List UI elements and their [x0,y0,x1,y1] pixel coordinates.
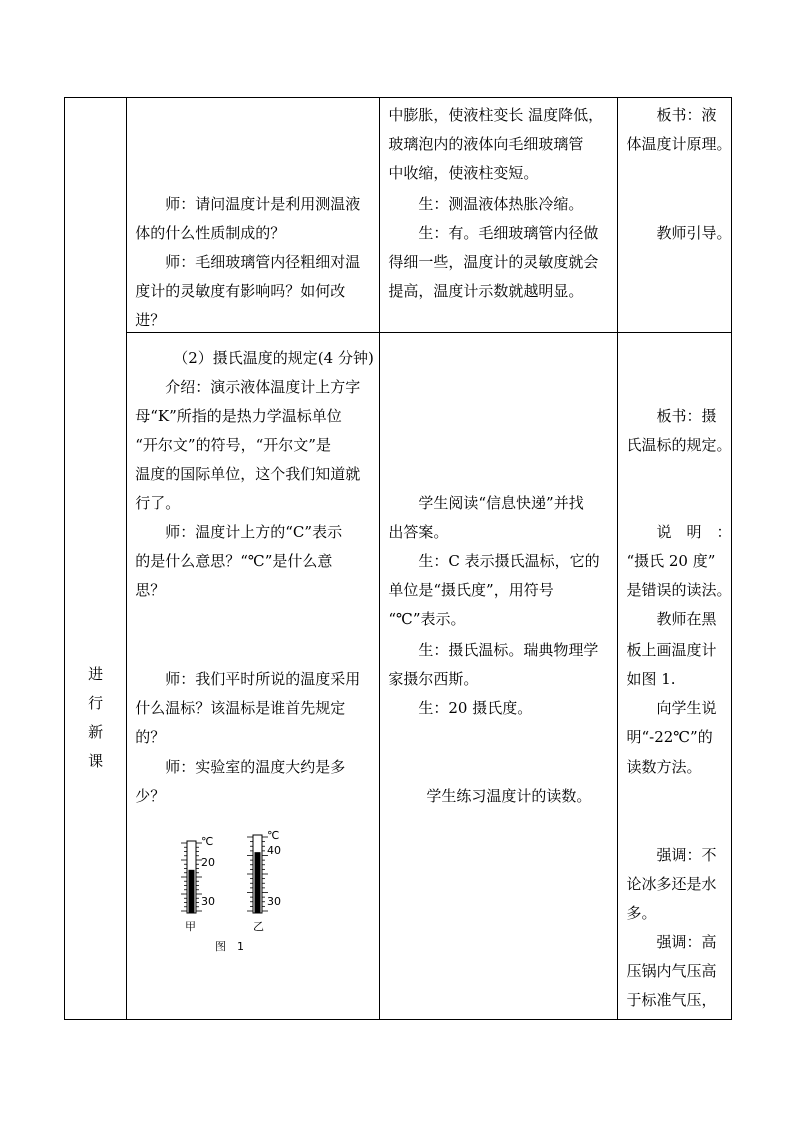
text-line: 板书：液 [656,106,717,124]
text-line: 明“-22℃”的 [626,728,713,746]
text-line: 生：20 摄氏度。 [418,699,533,717]
text-line: 学生阅读“信息快递”并找 [418,494,584,512]
text-line: 体的什么性质制成的？ [135,224,286,242]
text-line: 师：我们平时所说的温度采用 [165,670,361,688]
text-line: 论冰多还是水 [626,875,717,893]
section-heading: （2）摄氏温度的规定(4 分钟) [173,349,374,367]
text-line: 板上画温度计 [626,641,717,659]
stage-char: 行 [88,694,104,712]
text-line: 提高，温度计示数就越明显。 [388,282,584,300]
text-line: 读数方法。 [626,758,702,776]
text-line: 氏温标的规定。 [626,436,732,454]
text-line: 出答案。 [388,523,449,541]
text-line: 如图 1. [626,670,676,688]
text-line: 中收缩，使液柱变短。 [388,164,539,182]
text-line: 少？ [135,787,166,805]
text-line: 介绍：演示液体温度计上方字 [165,378,361,396]
text-line: 生：摄氏温标。瑞典物理学 [418,641,599,659]
text-line: 师：毛细玻璃管内径粗细对温 [165,253,361,271]
text-line: 学生练习温度计的读数。 [426,787,592,805]
scale-label: 30 [267,895,282,908]
text-line: 温度的国际单位，这个我们知道就 [135,465,361,483]
unit-label: ℃ [201,835,214,848]
text-line: 师：实验室的温度大约是多 [165,758,346,776]
thermometer-name: 甲 [185,920,197,933]
text-line: 生：测温液体热胀冷缩。 [418,195,584,213]
table-row [65,333,732,1020]
text-line: 得细一些，温度计的灵敏度就会 [388,253,599,271]
stage-char: 课 [88,752,104,770]
scale-label: 30 [201,895,216,908]
text-line: 生：C 表示摄氏温标，它的 [418,552,600,570]
unit-label: ℃ [267,829,280,842]
text-line: 母“K”所指的是热力学温标单位 [135,407,342,425]
teacher-activity-cell [127,98,380,333]
teacher-activity-cell [127,333,380,1020]
text-line: 家摄尔西斯。 [388,670,479,688]
notes-cell [618,98,732,333]
text-line: 说 明 ： [656,523,732,541]
notes-cell [618,333,732,1020]
text-line: 什么温标？该温标是谁首先规定 [135,699,346,717]
text-line: 强调：高 [656,933,717,951]
text-line: 思？ [135,581,166,599]
student-activity-cell [380,333,618,1020]
text-line: 教师引导。 [656,224,732,242]
figure-caption: 图 1 [215,940,245,953]
text-line: 向学生说 [656,699,717,717]
thermometer-liquid [255,852,261,913]
stage-char: 新 [88,723,104,741]
text-line: 单位是“摄氏度”，用符号 [388,581,554,599]
text-line: 行了。 [135,494,181,512]
lesson-plan-table [64,97,732,1020]
text-line: 压锅内气压高 [626,962,717,980]
table-row [65,98,732,333]
text-line: 是错误的读法。 [626,581,732,599]
text-line: 的是什么意思？“℃”是什么意 [135,552,333,570]
thermometer-name: 乙 [253,920,265,933]
text-line: “℃”表示。 [388,610,466,628]
text-line: 体温度计原理。 [626,135,732,153]
text-line: 强调：不 [656,846,717,864]
stage-char: 进 [88,665,104,683]
stage-label [65,660,126,776]
stage-cell [65,98,127,1020]
text-line: 的？ [135,728,166,746]
text-line: 多。 [626,904,657,922]
scale-label: 20 [201,856,216,869]
text-line: 教师在黑 [656,610,717,628]
thermometer-liquid [189,870,195,913]
text-line: 度计的灵敏度有影响吗？如何改 [135,282,346,300]
text-line: “开尔文”的符号，“开尔文”是 [135,436,331,454]
thermometer-yi [247,829,281,933]
thermometer-jia [181,835,215,933]
scale-label: 40 [267,844,282,857]
thermometer-figure [167,829,317,959]
text-line: 进？ [135,311,166,329]
text-line: 生：有。毛细玻璃管内径做 [418,224,599,242]
student-activity-cell [380,98,618,333]
text-line: 板书：摄 [656,407,717,425]
text-line: “摄氏 20 度” [626,552,716,570]
text-line: 玻璃泡内的液体向毛细玻璃管 [388,135,584,153]
text-line: 师：温度计上方的“C”表示 [165,523,343,541]
text-line: 师：请问温度计是利用测温液 [165,195,361,213]
text-line: 于标准气压， [626,991,717,1009]
text-line: 中膨胀，使液柱变长 温度降低， [388,106,604,124]
